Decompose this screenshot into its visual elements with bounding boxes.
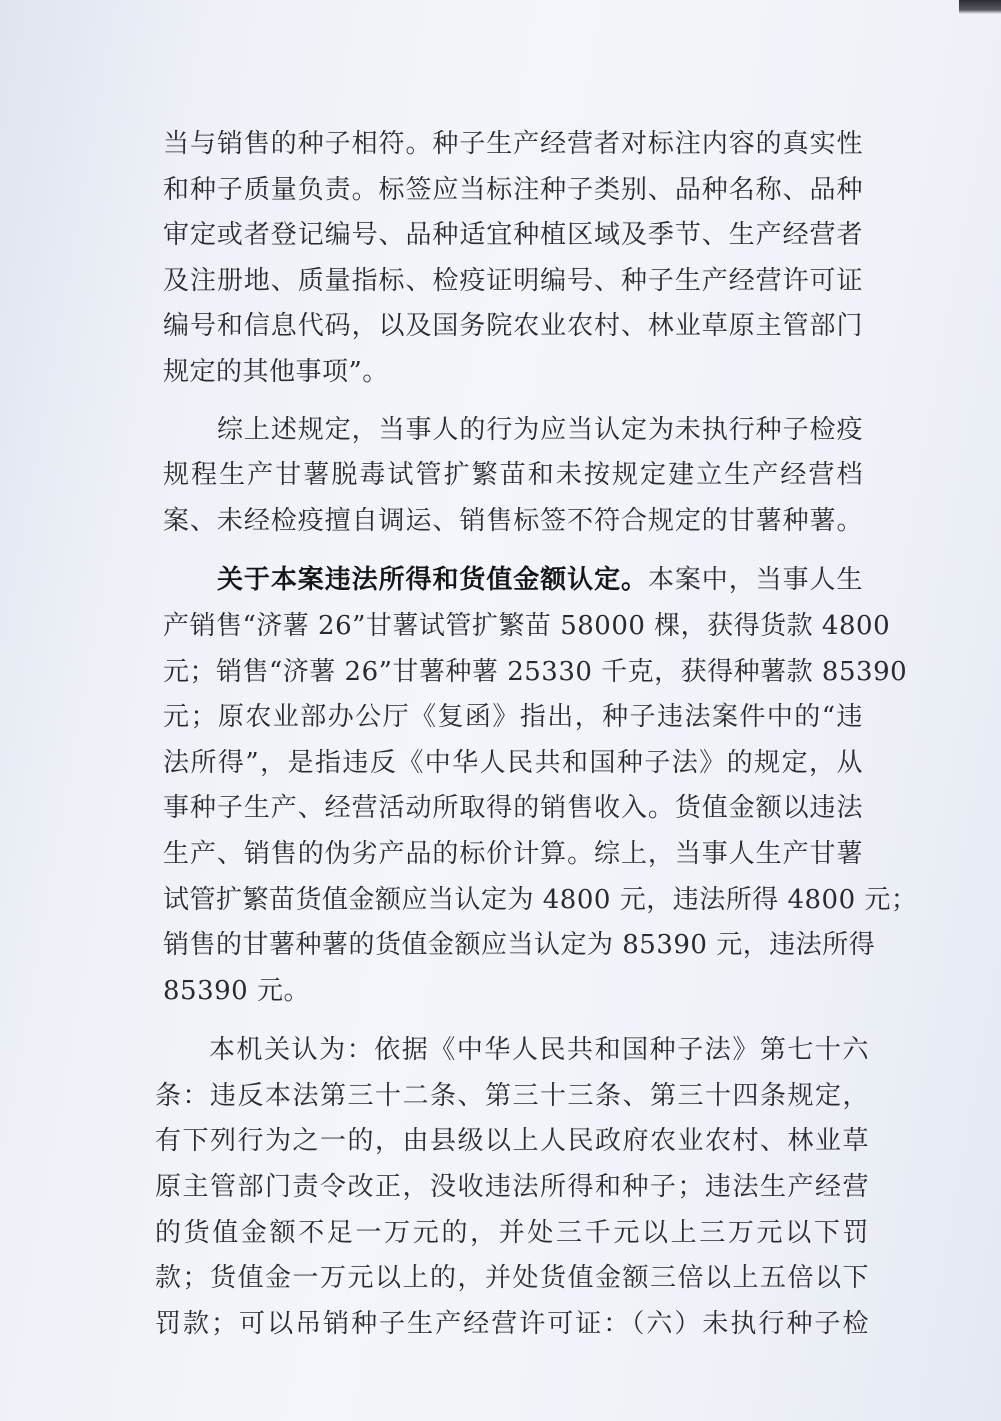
text-line: 有下列行为之一的，由县级以上人民政府农业农村、林业草: [155, 1126, 869, 1157]
text-line: 当与销售的种子相符。种子生产经营者对标注内容的真实性: [163, 129, 863, 159]
text-line: 85390 元。: [163, 975, 310, 1006]
paragraph-label-requirements: [163, 122, 863, 396]
text-line: 案、未经检疫擅自调运、销售标签不符合规定的甘薯种薯。: [163, 505, 863, 536]
text-line: 罚款；可以吊销种子生产经营许可证：（六）未执行种子检: [155, 1308, 869, 1339]
paragraph-illegal-income: [163, 558, 918, 1014]
text-line: 原主管部门责令改正，没收违法所得和种子；违法生产经营: [155, 1172, 869, 1203]
text-line: 规程生产甘薯脱毒试管扩繁苗和未按规定建立生产经营档: [163, 460, 863, 491]
text-line: 试管扩繁苗货值金额应当认定为 4800 元，违法所得 4800 元；: [163, 884, 918, 915]
text-line: 销售的甘薯种薯的货值金额应当认定为 85390 元，违法所得: [163, 930, 876, 961]
text-line: 的货值金额不足一万元的，并处三千元以上三万元以下罚: [155, 1217, 869, 1248]
text-line: 元；销售“济薯 26”甘薯种薯 25330 千克，获得种薯款 85390: [163, 656, 908, 687]
text-line: 事种子生产、经营活动所取得的销售收入。货值金额以违法: [163, 793, 863, 824]
text-line: 条：违反本法第三十二条、第三十三条、第三十四条规定，: [155, 1080, 869, 1111]
text-line: 款；货值金一万元以上的，并处货值金额三倍以上五倍以下: [155, 1263, 869, 1294]
text-line: 审定或者登记编号、品种适宜种植区域及季节、生产经营者: [163, 220, 863, 251]
text-line: 和种子质量负责。标签应当标注种子类别、品种名称、品种: [163, 174, 863, 205]
paragraph-legal-basis: [155, 1028, 869, 1347]
text-line: 综上述规定，当事人的行为应当认定为未执行种子检疫: [217, 414, 863, 445]
text-line: 法所得”，是指违反《中华人民共和国种子法》的规定，从: [163, 747, 863, 778]
text-line: 规定的其他事项”。: [163, 356, 389, 387]
text-line: 元；原农业部办公厅《复函》指出，种子违法案件中的“违: [163, 702, 863, 733]
page-corner-shadow: [959, 0, 1001, 14]
section-heading: 关于本案违法所得和货值金额认定。: [217, 565, 648, 596]
text-line: 本机关认为：依据《中华人民共和国种子法》第七十六: [209, 1035, 869, 1066]
text-fragment: 本案中，当事人生: [647, 565, 863, 596]
text-line: 产销售“济薯 26”甘薯试管扩繁苗 58000 棵，获得货款 4800: [163, 610, 891, 641]
text-line: 编号和信息代码，以及国务院农业农村、林业草原主管部门: [163, 311, 863, 342]
text-line: 及注册地、质量指标、检疫证明编号、种子生产经营许可证: [163, 265, 863, 296]
text-line: [163, 558, 863, 604]
paragraph-conclusion: [163, 408, 863, 545]
document-body: [155, 122, 918, 1347]
text-line: 生产、销售的伪劣产品的标价计算。综上，当事人生产甘薯: [163, 838, 863, 869]
